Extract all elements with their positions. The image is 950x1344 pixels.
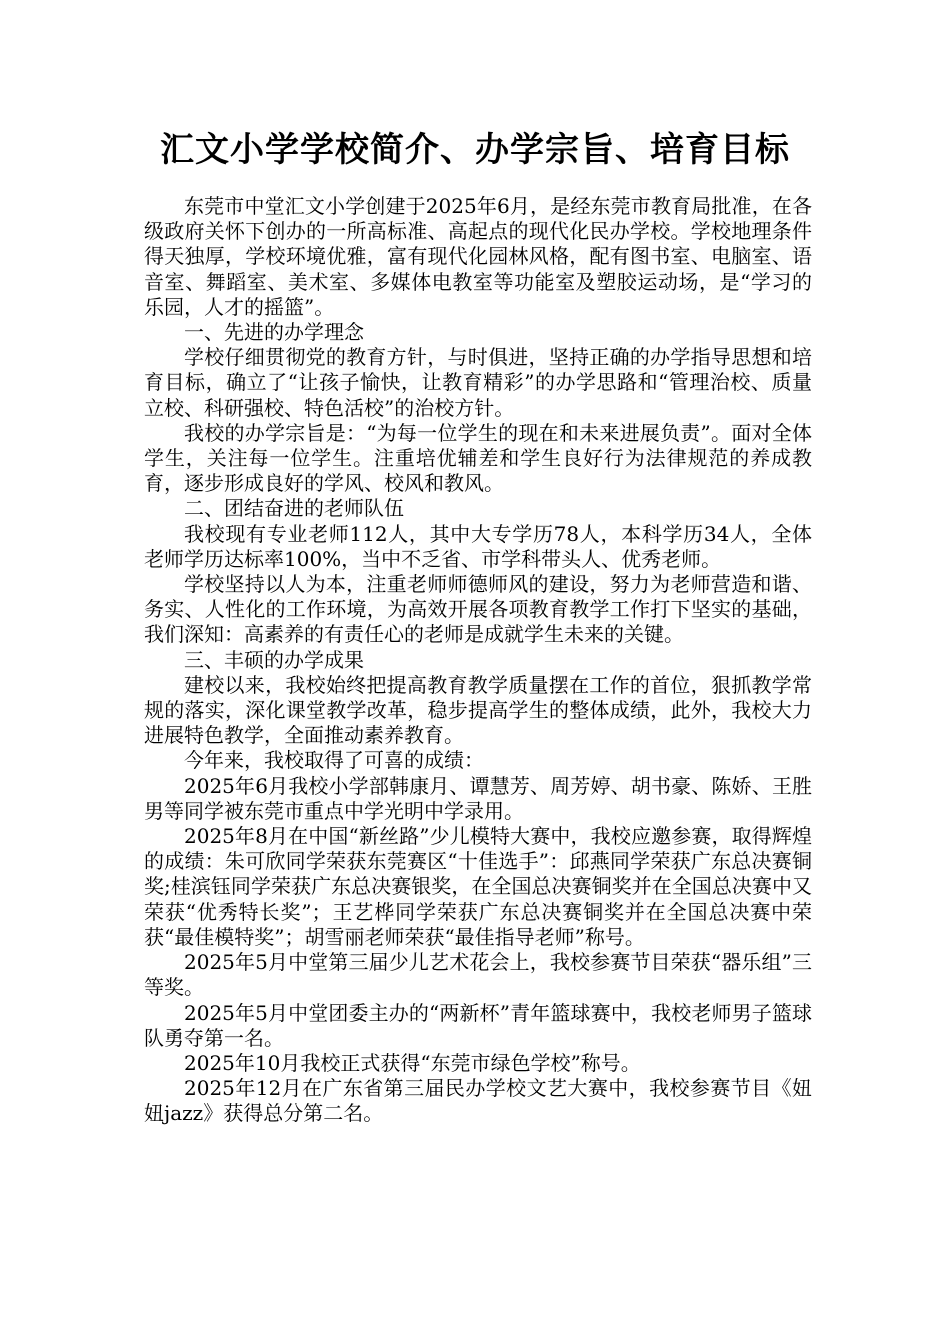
paragraph-achievement-green-school: 2025年10月我校正式获得“东莞市绿色学校”称号。 (184, 1050, 641, 1075)
paragraph-achievements-intro: 今年来，我校取得了可喜的成绩： (184, 748, 484, 773)
document-title: 汇文小学学校简介、办学宗旨、培育目标 (160, 130, 790, 170)
document-body (144, 194, 812, 1127)
section-heading-achievements: 三、丰硕的办学成果 (184, 647, 364, 672)
paragraph-intro: 东莞市中堂汇文小学创建于2025年6月，是经东莞市教育局批准，在各级政府关怀下创办的一所高标准、高起点的现代化民办学校。学校地理条件得天独厚，学校环境优雅，富有现代化园林风格，配有图书室、电脑室、语音室、舞蹈室、美术室、多媒体电教室等功能室及塑胶运动场，是“学习的乐园，人才的摇篮”。 (144, 194, 812, 319)
paragraph-achievement-art-contest: 2025年12月在广东省第三届民办学校文艺大赛中，我校参赛节目《妞妞jazz》获得总分第二名。 (144, 1076, 812, 1126)
paragraph-teacher-ethics: 学校坚持以人为本，注重老师师德师风的建设，努力为老师营造和谐、务实、人性化的工作环境，为高效开展各项教育教学工作打下坚实的基础，我们深知：高素养的有责任心的老师是成就学生未来的关键。 (144, 572, 812, 647)
paragraph-achievement-art-festival: 2025年5月中堂第三届少儿艺术花会上，我校参赛节目荣获“器乐组”三等奖。 (144, 950, 812, 1000)
paragraph-achievement-model-contest: 2025年8月在中国“新丝路”少儿模特大赛中，我校应邀参赛，取得辉煌的成绩：朱可欣同学荣获东莞赛区“十佳选手”：邱燕同学荣获广东总决赛铜奖;桂滨钰同学荣获广东总决赛银奖，在全国总决赛铜奖并在全国总决赛中又荣获“优秀特长奖”；王艺桦同学荣获广东总决赛铜奖并在全国总决赛中荣获“最佳模特奖”；胡雪丽老师荣获“最佳指导老师”称号。 (144, 824, 812, 949)
paragraph-purpose: 我校的办学宗旨是：“为每一位学生的现在和未来进展负责”。面对全体学生，关注每一位学生。注重培优辅差和学生良好行为法律规范的养成教育，逐步形成良好的学风、校风和教风。 (144, 420, 812, 496)
paragraph-quality: 建校以来，我校始终把提高教育教学质量摆在工作的首位，狠抓教学常规的落实，深化课堂教学改革，稳步提高学生的整体成绩，此外，我校大力进展特色教学，全面推动素养教育。 (144, 672, 812, 748)
paragraph-teacher-stats: 我校现有专业老师112人，其中大专学历78人，本科学历34人，全体老师学历达标率100%，当中不乏省、市学科带头人、优秀老师。 (144, 521, 812, 571)
paragraph-philosophy: 学校仔细贯彻党的教育方针，与时俱进，坚持正确的办学指导思想和培育目标，确立了“让孩子愉快，让教育精彩”的办学思路和“管理治校、质量立校、科研强校、特色活校”的治校方针。 (144, 345, 812, 420)
section-heading-teachers: 二、团结奋进的老师队伍 (184, 496, 404, 521)
paragraph-achievement-basketball: 2025年5月中堂团委主办的“两新杯”青年篮球赛中，我校老师男子篮球队勇夺第一名。 (144, 1000, 812, 1050)
section-heading-philosophy: 一、先进的办学理念 (184, 320, 364, 345)
paragraph-achievement-admission: 2025年6月我校小学部韩康月、谭慧芳、周芳婷、胡书豪、陈娇、王胜男等同学被东莞市重点中学光明中学录用。 (144, 773, 812, 823)
